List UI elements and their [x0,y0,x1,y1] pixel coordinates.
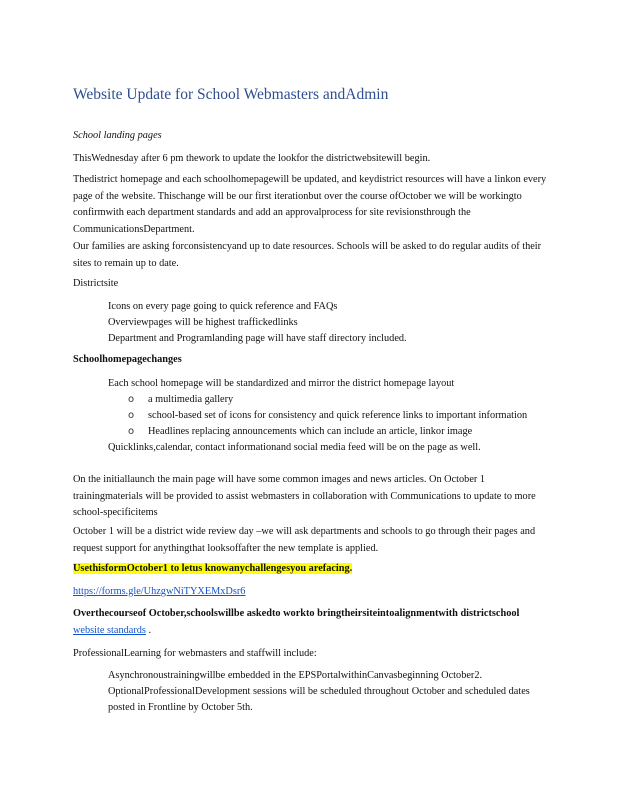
paragraph-october-alignment: Overthecourseof October,schoolswillbe askedto workto bringtheirsiteintoalignmentwith districtschool website standards . [73,608,520,636]
circle-bullet-icon: o [128,426,135,437]
professional-learning-list [90,668,530,716]
section-label: School landing pages [73,130,162,141]
districtsite-label: Districtsite [73,278,119,289]
circle-bullet-icon: o [128,410,135,421]
paragraph-initial-launch: On the initiallaunch the main page will have some common images and news articles. On October 1 trainingmaterials will be provided to assist webmasters in collaboration with Communications to update to more school-specificitems [73,474,536,518]
list-item: o school-based set of icons for consistency and quick reference links to important information [128,408,530,424]
list-item: Each school homepage will be standardized and mirror the district homepage layout o a multimedia gallery o school-based set of icons for consistency and quick reference links to important information o Headlines replacing announcements which can include an article, linkor image [90,376,530,440]
paragraph-families: Our families are asking forconsistencyand up to date resources. Schools will be asked to do regular audits of their sites to remain up to date. [73,241,542,269]
list-item: Icons on every page going to quick reference and FAQs [108,301,338,312]
school-list [90,376,530,456]
highlighted-instruction: UsethisformOctober1 to letus knowanychallengesyou arefacing. [73,563,353,574]
school-sublist [108,392,530,440]
list-item: Department and Programlanding page will have staff directory included. [108,333,407,344]
list-item: Asynchronoustrainingwillbe embedded in the EPSPortalwithinCanvasbeginning October2. [108,670,483,681]
professional-learning-label: ProfessionalLearning for webmasters and staffwill include: [73,648,317,659]
list-item: OptionalProfessionalDevelopment sessions will be scheduled throughout October and scheduled dates posted in Frontline by October 5th. [108,686,530,713]
paragraph-october-review: October 1 will be a district wide review day –we will ask departments and schools to go through their pages and request support for anythingthat looksoffafter the new template is applied. [73,526,536,554]
circle-bullet-icon: o [128,394,135,405]
list-item: o a multimedia gallery [128,392,530,408]
form-link-line [73,584,553,601]
paragraph-homepage-update: Thedistrict homepage and each schoolhomepagewill be updated, and keydistrict resources will have a linkon every page of the website. Thischange will be our first iterationbut over the course ofOctober we will be workingto confirmwith each department standards and add an approvalprocess for site revisionsthrough the CommunicationsDepartment. [73,174,547,235]
district-list [90,299,530,347]
list-item: Quicklinks,calendar, contact informationand social media feed will be on the page as well. [108,442,481,453]
form-link[interactable]: https://forms.gle/UhzgwNiTYXEMxDsr6 [73,586,246,597]
list-item: Overviewpages will be highest traffickedlinks [108,317,298,328]
form-callout [73,561,553,578]
website-standards-link[interactable]: website standards [73,624,146,636]
document-title: Website Update for School Webmasters andAdmin [73,86,389,103]
school-homepage-heading: Schoolhomepagechanges [73,354,182,365]
list-item: o Headlines replacing announcements which can include an article, linkor image [128,424,530,440]
paragraph-wednesday: ThisWednesday after 6 pm thework to update the lookfor the districtwebsitewill begin. [73,153,431,164]
